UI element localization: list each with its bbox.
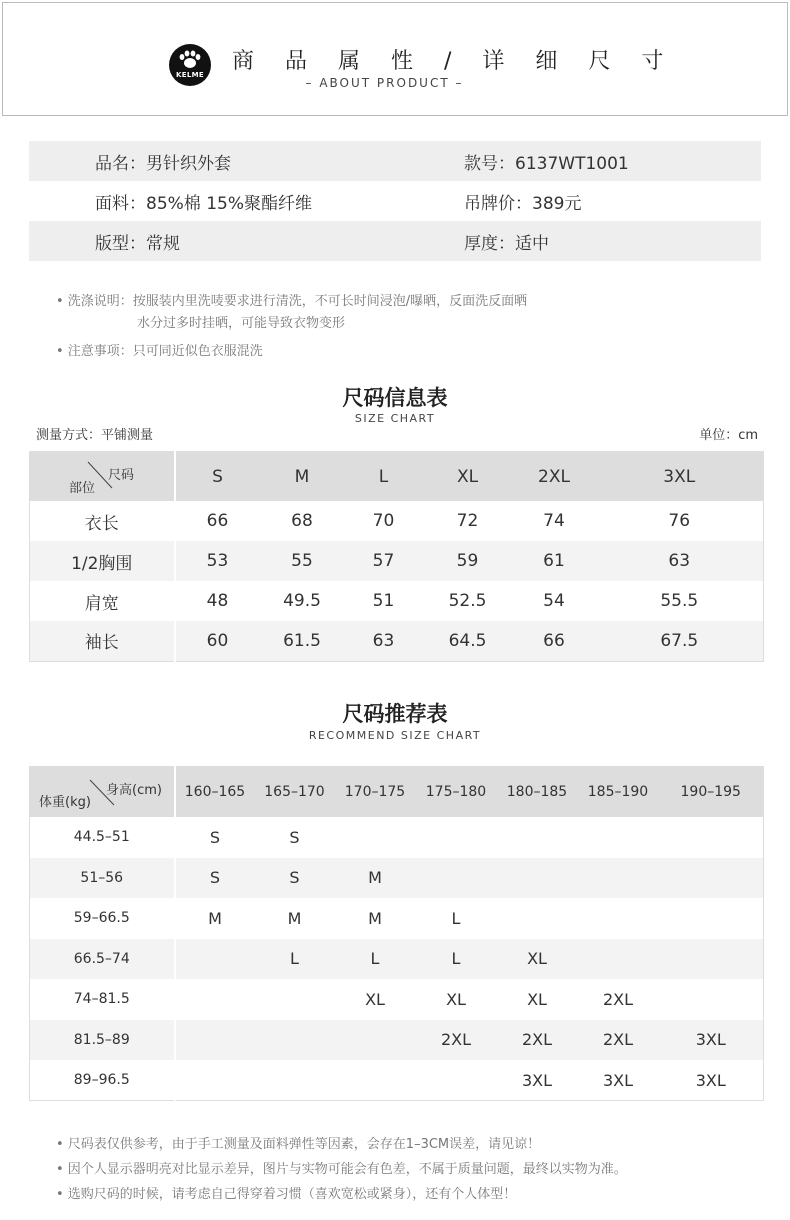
attribute-thickness: 厚度：适中 <box>464 233 549 254</box>
recommend-value: S <box>289 827 300 847</box>
recommend-value <box>578 939 659 980</box>
weight-label: 66.5–74 <box>30 939 175 980</box>
height-header-row <box>30 767 764 818</box>
recommend-value: 3XL <box>695 1030 726 1050</box>
size-value: 49.5 <box>283 591 321 611</box>
recommend-value: L <box>290 949 299 969</box>
size-value: 64.5 <box>448 630 487 651</box>
recommend-value: XL <box>527 989 547 1009</box>
height-header: 160–165 <box>184 784 246 800</box>
recommend-value <box>497 858 578 899</box>
recommend-value: 3XL <box>695 1070 726 1090</box>
height-header: 185–190 <box>587 784 649 800</box>
size-value: 57 <box>372 551 395 571</box>
recommend-value <box>497 817 578 858</box>
recommend-value <box>175 979 255 1020</box>
corner-size-label: 尺码 <box>108 468 135 483</box>
size-value: 52.5 <box>448 591 487 611</box>
product-attributes <box>29 141 761 261</box>
recommend-value <box>659 858 764 899</box>
recommend-value: 2XL <box>440 1030 472 1050</box>
diagonal-divider <box>30 452 175 501</box>
recommend-value <box>255 979 335 1020</box>
size-header: M <box>294 466 310 487</box>
recommend-value <box>416 1060 497 1101</box>
attribute-row <box>29 221 761 261</box>
weight-label: 89–96.5 <box>30 1060 175 1101</box>
weight-label: 74–81.5 <box>30 979 175 1020</box>
size-corner-cell <box>30 452 175 502</box>
size-value: 68 <box>291 511 313 531</box>
size-value: 76 <box>668 511 691 531</box>
attribute-tag-price: 吊牌价：389元 <box>464 193 582 214</box>
recommend-value <box>578 817 659 858</box>
size-value: 63 <box>668 551 691 571</box>
footer-notes <box>56 1132 627 1207</box>
recommend-value <box>335 817 416 858</box>
size-header: XL <box>456 466 479 487</box>
recommend-value: 3XL <box>602 1070 634 1090</box>
table-row <box>30 858 764 899</box>
height-header: 165–170 <box>264 784 325 800</box>
recommend-value <box>255 1060 335 1101</box>
part-label: 1/2胸围 <box>30 541 175 581</box>
attribute-style-number: 款号：6137WT1001 <box>464 153 629 174</box>
recommend-value: 2XL <box>602 989 634 1009</box>
page-title: 商 品 属 性 / 详 细 尺 寸 <box>232 49 676 74</box>
table-row <box>30 979 764 1020</box>
size-value: 60 <box>206 630 229 651</box>
size-value: 72 <box>456 511 479 531</box>
recommend-value <box>255 1020 335 1061</box>
recommend-chart-table <box>29 766 764 1101</box>
size-value: 61 <box>543 551 565 571</box>
size-value: 66 <box>543 630 565 651</box>
size-value: 48 <box>206 591 229 611</box>
size-header: 2XL <box>538 466 570 487</box>
table-row <box>30 817 764 858</box>
recommend-value <box>659 979 764 1020</box>
size-header: L <box>378 466 389 487</box>
height-header: 180–185 <box>506 784 568 800</box>
size-value: 61.5 <box>283 630 321 651</box>
recommend-value: XL <box>446 989 466 1009</box>
recommend-value <box>659 898 764 939</box>
attention-note: • 注意事项：只可同近似色衣服混洗 <box>56 344 263 359</box>
recommend-value: XL <box>365 989 385 1009</box>
footer-note: • 选购尺码的时候，请考虑自己得穿着习惯（喜欢宽松或紧身），还有个人体型！ <box>56 1187 517 1202</box>
recommend-value <box>416 858 497 899</box>
measure-unit: 单位：cm <box>699 428 758 443</box>
size-value: 59 <box>456 551 479 571</box>
weight-label: 51–56 <box>30 858 175 899</box>
logo-brand-text: KELME <box>176 71 204 79</box>
part-label: 袖长 <box>30 621 175 661</box>
recommend-value: S <box>289 868 300 888</box>
kelme-logo <box>169 44 211 86</box>
recommend-value <box>416 817 497 858</box>
size-header: 3XL <box>663 466 696 487</box>
table-row <box>30 581 764 621</box>
size-chart-table <box>29 451 764 662</box>
height-header: 175–180 <box>425 784 487 800</box>
recommend-chart-subtitle: RECOMMEND SIZE CHART <box>308 729 482 742</box>
recommend-value <box>659 817 764 858</box>
recommend-value: L <box>451 949 461 969</box>
size-value: 51 <box>372 591 395 611</box>
recommend-value: M <box>368 908 382 928</box>
table-row <box>30 1020 764 1061</box>
size-value: 55 <box>291 551 313 571</box>
care-notes <box>56 291 527 363</box>
height-header: 190–195 <box>680 784 741 800</box>
size-header: S <box>212 466 223 487</box>
corner-weight-label: 体重(kg) <box>39 795 91 810</box>
recommend-value: M <box>368 868 382 888</box>
wash-instructions-cont: 水分过多时挂晒，可能导致衣物变形 <box>137 316 346 331</box>
table-row <box>30 501 764 541</box>
recommend-value: 2XL <box>602 1030 634 1050</box>
table-row <box>30 939 764 980</box>
table-row <box>30 621 764 661</box>
recommend-value <box>578 898 659 939</box>
recommend-value: L <box>370 949 380 969</box>
recommend-value: 2XL <box>521 1030 553 1050</box>
table-row <box>30 1060 764 1101</box>
recommend-value: M <box>287 908 302 928</box>
recommend-corner-cell <box>30 767 175 818</box>
weight-label: 81.5–89 <box>30 1020 175 1061</box>
attribute-fabric: 面料：85%棉 15%聚酯纤维 <box>95 193 312 214</box>
paw-icon <box>178 50 202 70</box>
recommend-value: S <box>209 827 221 847</box>
recommend-value <box>175 1020 255 1061</box>
recommend-value <box>659 939 764 980</box>
height-header: 170–175 <box>344 784 406 800</box>
recommend-value <box>175 939 255 980</box>
weight-label: 59–66.5 <box>30 898 175 939</box>
recommend-value: M <box>208 908 222 928</box>
table-row <box>30 541 764 581</box>
attribute-product-name: 品名：男针织外套 <box>95 153 231 174</box>
recommend-value: XL <box>527 949 547 969</box>
footer-note: • 尺码表仅供参考，由于手工测量及面料弹性等因素，会存在1–3CM误差，请见谅！ <box>56 1137 541 1152</box>
size-chart-title: 尺码信息表 <box>342 386 448 410</box>
recommend-chart-title: 尺码推荐表 <box>342 702 448 726</box>
table-row <box>30 898 764 939</box>
footer-note: • 因个人显示器明亮对比显示差异，图片与实物可能会有色差，不属于质量问题，最终以实物为准。 <box>56 1162 627 1177</box>
recommend-value: 3XL <box>521 1070 553 1090</box>
recommend-value <box>335 1020 416 1061</box>
wash-instructions: • 洗涤说明：按服装内里洗唛要求进行清洗，不可长时间浸泡/曝晒，反面洗反面晒 <box>56 294 528 309</box>
corner-part-label: 部位 <box>69 481 96 496</box>
size-value: 54 <box>543 591 565 611</box>
size-value: 63 <box>372 630 395 651</box>
size-value: 55.5 <box>660 591 699 611</box>
part-label: 衣长 <box>30 501 175 541</box>
recommend-value <box>578 858 659 899</box>
size-value: 67.5 <box>660 630 699 651</box>
size-value: 70 <box>372 511 395 531</box>
size-value: 53 <box>206 551 229 571</box>
measure-method: 测量方式：平铺测量 <box>36 428 154 443</box>
weight-label: 44.5–51 <box>30 817 175 858</box>
size-chart-subtitle: SIZE CHART <box>354 412 436 425</box>
attribute-row <box>29 181 761 221</box>
corner-height-label: 身高(cm) <box>106 783 162 798</box>
page-subtitle: – ABOUT PRODUCT – <box>305 76 464 90</box>
recommend-value: L <box>451 908 461 928</box>
attribute-fit: 版型：常规 <box>95 233 180 254</box>
size-header-row <box>30 452 764 502</box>
recommend-value <box>175 1060 255 1101</box>
attribute-row <box>29 141 761 181</box>
size-value: 66 <box>206 511 229 531</box>
recommend-value <box>335 1060 416 1101</box>
size-value: 74 <box>543 511 565 531</box>
recommend-value <box>497 898 578 939</box>
recommend-value: S <box>209 868 221 888</box>
part-label: 肩宽 <box>30 581 175 621</box>
